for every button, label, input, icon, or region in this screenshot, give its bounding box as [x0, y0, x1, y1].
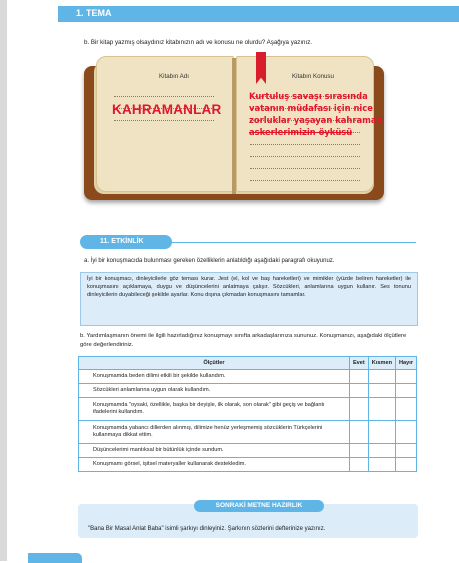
yes-cell[interactable]	[349, 398, 368, 421]
no-cell[interactable]	[396, 384, 417, 398]
table-row	[79, 398, 417, 421]
criterion-text: Konuşmamı görsel, işitsel materyaller kullanarak destekledim.	[79, 458, 350, 472]
next-text-instruction: "Bana Bir Masal Anlat Baba" isimli şarkıyı dinleyiniz. Şarkının sözlerini defterinize yazınız.	[88, 526, 326, 532]
criterion-text: Konuşmamda "oysaki, özellikle, başka bir deyişle, ilk olarak, son olarak" gibi geçiş ve bağlantı ifadelerini kullandım.	[79, 398, 350, 421]
next-text-box	[78, 504, 418, 538]
topic-line: zorluklar yaşayan kahraman	[249, 115, 383, 125]
answer-line	[250, 144, 360, 145]
answer-line	[114, 96, 214, 97]
header-criteria: Ölçütler	[79, 357, 350, 370]
book-spine	[232, 58, 236, 194]
book-title-label: Kitabın Adı	[159, 73, 189, 80]
table-row	[79, 421, 417, 444]
book-topic-label: Kitabın Konusu	[292, 73, 334, 80]
activity-label-text: 11. ETKİNLİK	[100, 238, 144, 245]
book-topic-answer	[249, 90, 383, 138]
partly-cell[interactable]	[368, 444, 395, 458]
yes-cell[interactable]	[349, 370, 368, 384]
activity-label	[80, 235, 172, 249]
answer-line	[250, 168, 360, 169]
next-text-label: SONRAKİ METNE HAZIRLIK	[194, 500, 324, 512]
no-cell[interactable]	[396, 370, 417, 384]
partly-cell[interactable]	[368, 421, 395, 444]
tema-title: 1. TEMA	[76, 8, 112, 18]
answer-line	[114, 120, 214, 121]
header-partly: Kısmen	[368, 357, 395, 370]
tema-header	[58, 6, 459, 22]
no-cell[interactable]	[396, 458, 417, 472]
answer-line	[250, 156, 360, 157]
activity-divider	[172, 242, 416, 243]
page-edge	[0, 0, 7, 561]
speaker-paragraph-box	[80, 272, 418, 326]
header-no: Hayır	[396, 357, 417, 370]
yes-cell[interactable]	[349, 444, 368, 458]
table-row	[79, 444, 417, 458]
topic-line: vatanın müdafası için nice	[249, 103, 373, 113]
topic-line: askerlerimizin öyküsü	[249, 127, 353, 137]
no-cell[interactable]	[396, 421, 417, 444]
no-cell[interactable]	[396, 398, 417, 421]
topic-line: Kurtuluş savaşı sırasında	[249, 91, 368, 101]
partly-cell[interactable]	[368, 458, 395, 472]
yes-cell[interactable]	[349, 458, 368, 472]
partly-cell[interactable]	[368, 398, 395, 421]
book-question: b. Bir kitap yazmış olsaydınız kitabınızın adı ve konusu ne olurdu? Aşağıya yazınız.	[84, 39, 313, 46]
criterion-text: Konuşmamda yabancı dillerden alınmış, dilimize henüz yerleşmemiş sözcüklerin Türkçelerini kullanmaya dikkat ettim.	[79, 421, 350, 444]
activity-question-a: a. İyi bir konuşmacıda bulunması gereken özelliklerin anlatıldığı aşağıdaki paragrafı okuyunuz.	[84, 258, 335, 264]
table-row	[79, 458, 417, 472]
table-row	[79, 370, 417, 384]
no-cell[interactable]	[396, 444, 417, 458]
criterion-text: Düşüncelerimi mantıksal bir bütünlük içinde sundum.	[79, 444, 350, 458]
partly-cell[interactable]	[368, 370, 395, 384]
book-illustration	[84, 52, 384, 200]
table-row	[79, 384, 417, 398]
book-title-answer: KAHRAMANLAR	[112, 102, 222, 117]
criteria-table	[78, 356, 417, 472]
header-yes: Evet	[349, 357, 368, 370]
criterion-text: Sözcükleri anlamlarına uygun olarak kullandım.	[79, 384, 350, 398]
activity-question-b: b. Yardımlaşmanın önemi ile ilgili hazırladığınız konuşmayı sınıfta arkadaşlarınıza sununuz. Konuşmanızı, aşağıdaki ölçütlere göre değerlendiriniz.	[80, 333, 407, 348]
answer-line	[250, 180, 360, 181]
page-number-tab	[28, 553, 82, 563]
partly-cell[interactable]	[368, 384, 395, 398]
yes-cell[interactable]	[349, 384, 368, 398]
criteria-header-row	[79, 357, 417, 370]
criterion-text: Konuşmamda beden dilimi etkili bir şekilde kullandım.	[79, 370, 350, 384]
yes-cell[interactable]	[349, 421, 368, 444]
speaker-paragraph: İyi bir konuşmacı, dinleyicilerle göz teması kurar. Jest (el, kol ve baş hareketleri) ve mimikler (yüzde beliren hareketler) ile konuşmasını açıklamaya, duygu ve düşüncelerini anlatmaya çalışır. Sözcükleri, anlamlarına uygun kullanır. Ses tonunu dinleyicilerin duyabileceği şekilde ayarlar. Konu dışına çıkmadan konuşmasını tamamlar.	[87, 276, 411, 298]
